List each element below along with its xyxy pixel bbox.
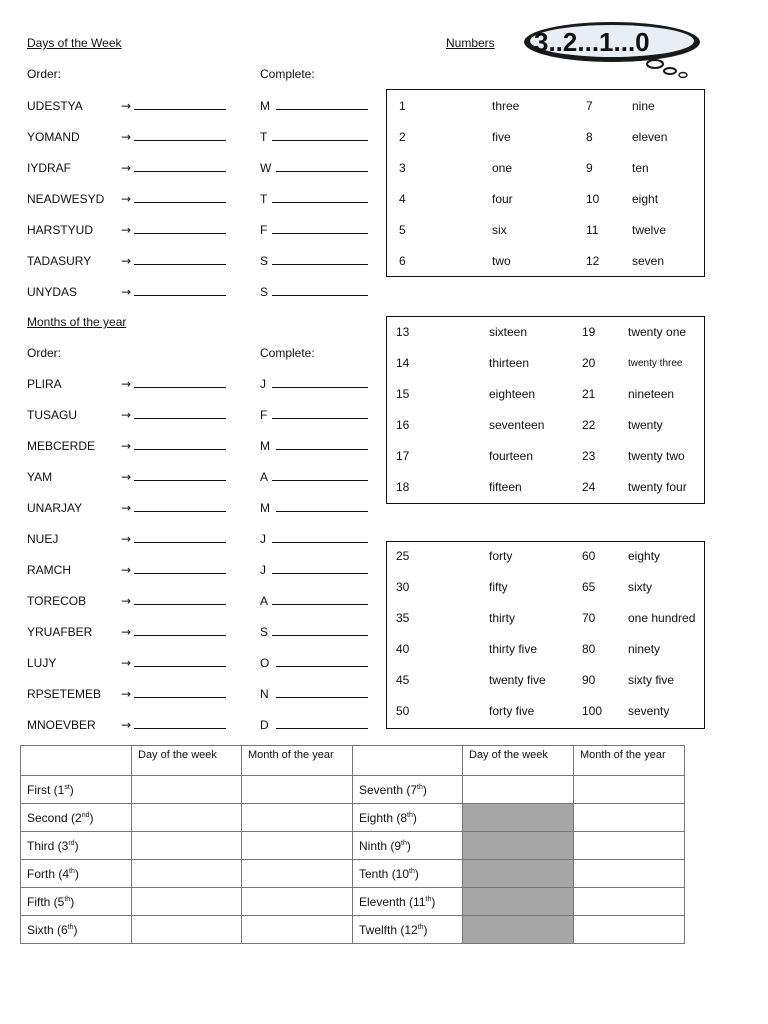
table-row: [21, 776, 685, 804]
ordinal-suffix: rd: [68, 839, 75, 847]
month-scrambled-word: YAM: [27, 470, 53, 484]
month-complete-blank[interactable]: [272, 377, 368, 388]
arrow-icon: →: [121, 687, 132, 701]
ordinal-suffix: th: [69, 867, 75, 875]
numbers-title: Numbers: [446, 36, 495, 50]
day-answer-cell[interactable]: [132, 888, 242, 916]
ordinal-label: Forth (4th): [21, 860, 132, 888]
numbers-box-2: [386, 316, 705, 504]
month-answer-blank[interactable]: [134, 470, 226, 481]
number-digit: 7: [586, 99, 593, 113]
number-word: twenty three: [628, 358, 683, 369]
number-word: five: [492, 130, 511, 144]
month-start-letter: F: [260, 408, 268, 422]
month-scrambled-word: YRUAFBER: [27, 625, 93, 639]
number-digit: 16: [396, 418, 410, 432]
ordinal-suffix: th: [67, 923, 74, 931]
number-digit: 60: [582, 549, 596, 563]
number-word: sixty five: [628, 673, 675, 687]
ordinal-label: Ninth (9th): [353, 832, 463, 860]
month-complete-blank[interactable]: [272, 563, 368, 574]
month-answer-cell[interactable]: [242, 860, 353, 888]
day-answer-blank[interactable]: [134, 192, 226, 203]
day-complete-blank[interactable]: [272, 223, 368, 234]
number-digit: 100: [582, 704, 603, 718]
table-row: [21, 888, 685, 916]
ordinal-suffix: th: [417, 783, 423, 791]
number-word: seven: [632, 254, 665, 268]
day-complete-blank[interactable]: [272, 285, 368, 296]
number-digit: 22: [582, 418, 596, 432]
number-digit: 8: [586, 130, 593, 144]
day-complete-blank[interactable]: [272, 192, 368, 203]
number-digit: 9: [586, 161, 593, 175]
number-word: twenty two: [628, 449, 685, 463]
shaded-cell: [463, 804, 574, 832]
day-answer-blank[interactable]: [134, 285, 226, 296]
month-complete-blank[interactable]: [272, 470, 368, 481]
header-empty: [21, 746, 132, 776]
month-complete-blank[interactable]: [276, 501, 368, 512]
number-digit: 5: [399, 223, 406, 237]
month-answer-blank[interactable]: [134, 687, 226, 698]
month-complete-blank[interactable]: [276, 687, 368, 698]
ordinal-label: Seventh (7th): [353, 776, 463, 804]
day-answer-cell[interactable]: [132, 832, 242, 860]
ordinal-suffix: th: [401, 839, 407, 847]
month-answer-cell[interactable]: [574, 888, 685, 916]
month-answer-cell[interactable]: [242, 888, 353, 916]
month-answer-cell[interactable]: [574, 804, 685, 832]
month-scrambled-word: UNARJAY: [27, 501, 83, 515]
number-word: eighty: [628, 549, 661, 563]
number-digit: 45: [396, 673, 410, 687]
number-digit: 2: [399, 130, 406, 144]
month-scrambled-word: NUEJ: [27, 532, 59, 546]
number-word: thirty: [489, 611, 516, 625]
arrow-icon: →: [121, 377, 132, 391]
header-empty: [353, 746, 463, 776]
header-month: Month of the year: [242, 746, 353, 776]
month-start-letter: O: [260, 656, 270, 670]
header-month: Month of the year: [574, 746, 685, 776]
day-start-letter: W: [260, 161, 272, 175]
month-complete-blank[interactable]: [276, 718, 368, 729]
number-digit: 6: [399, 254, 406, 268]
number-word: thirteen: [489, 356, 530, 370]
month-scrambled-word: PLIRA: [27, 377, 62, 391]
number-word: sixteen: [489, 325, 528, 339]
month-start-letter: M: [260, 501, 270, 515]
number-word: four: [492, 192, 513, 206]
month-start-letter: J: [260, 563, 266, 577]
number-digit: 14: [396, 356, 410, 370]
number-word: six: [492, 223, 507, 237]
ordinals-header-row: [21, 746, 685, 776]
month-start-letter: N: [260, 687, 269, 701]
month-answer-cell[interactable]: [242, 776, 353, 804]
days-order-label: Order:: [27, 67, 62, 81]
ordinal-suffix: th: [407, 811, 413, 819]
month-start-letter: D: [260, 718, 269, 732]
day-answer-blank[interactable]: [134, 130, 226, 141]
arrow-icon: →: [121, 285, 132, 299]
arrow-icon: →: [121, 532, 132, 546]
month-answer-blank[interactable]: [134, 501, 226, 512]
month-scrambled-word: RAMCH: [27, 563, 71, 577]
month-scrambled-word: TUSAGU: [27, 408, 78, 422]
number-word: twenty: [628, 418, 663, 432]
arrow-icon: →: [121, 161, 132, 175]
arrow-icon: →: [121, 192, 132, 206]
month-answer-blank[interactable]: [134, 594, 226, 605]
number-word: forty: [489, 549, 513, 563]
arrow-icon: →: [121, 223, 132, 237]
number-word: thirty five: [489, 642, 538, 656]
number-digit: 17: [396, 449, 410, 463]
month-answer-cell[interactable]: [574, 916, 685, 944]
number-digit: 90: [582, 673, 596, 687]
month-scrambled-word: MEBCERDE: [27, 439, 96, 453]
ordinal-label: Second (2nd): [21, 804, 132, 832]
day-scrambled-word: TADASURY: [27, 254, 92, 268]
number-word: one hundred: [628, 611, 696, 625]
numbers-box-3: [386, 541, 705, 729]
month-answer-cell[interactable]: [574, 860, 685, 888]
day-answer-cell[interactable]: [132, 804, 242, 832]
number-word: sixty: [628, 580, 652, 594]
month-answer-blank[interactable]: [134, 625, 226, 636]
day-answer-blank[interactable]: [134, 161, 226, 172]
number-word: twenty five: [489, 673, 546, 687]
day-start-letter: T: [260, 192, 268, 206]
number-digit: 18: [396, 480, 410, 494]
ordinal-suffix: nd: [81, 811, 90, 819]
arrow-icon: →: [121, 99, 132, 113]
number-word: nine: [632, 99, 655, 113]
arrow-icon: →: [121, 254, 132, 268]
month-answer-cell[interactable]: [574, 832, 685, 860]
number-word: fifty: [489, 580, 508, 594]
month-start-letter: J: [260, 377, 266, 391]
month-scrambled-word: LUJY: [27, 656, 57, 670]
number-digit: 1: [399, 99, 406, 113]
month-start-letter: A: [260, 594, 269, 608]
number-word: three: [492, 99, 520, 113]
number-word: one: [492, 161, 513, 175]
month-start-letter: M: [260, 439, 270, 453]
day-answer-cell[interactable]: [132, 916, 242, 944]
number-digit: 40: [396, 642, 410, 656]
month-answer-blank[interactable]: [134, 439, 226, 450]
shaded-cell: [463, 860, 574, 888]
header-day: Day of the week: [132, 746, 242, 776]
month-start-letter: S: [260, 625, 269, 639]
month-answer-blank[interactable]: [134, 718, 226, 729]
month-scrambled-word: TORECOB: [27, 594, 87, 608]
month-answer-blank[interactable]: [134, 408, 226, 419]
day-answer-cell[interactable]: [463, 776, 574, 804]
ordinal-label: Third (3rd): [21, 832, 132, 860]
arrow-icon: →: [121, 501, 132, 515]
ordinals-table: [20, 745, 685, 944]
number-digit: 20: [582, 356, 596, 370]
ordinal-label: First (1st): [21, 776, 132, 804]
day-scrambled-word: IYDRAF: [27, 161, 72, 175]
day-complete-blank[interactable]: [276, 161, 368, 172]
number-word: seventeen: [489, 418, 545, 432]
day-start-letter: M: [260, 99, 270, 113]
month-answer-cell[interactable]: [242, 804, 353, 832]
ordinal-label: Eleventh (11th): [353, 888, 463, 916]
day-answer-cell[interactable]: [132, 860, 242, 888]
arrow-icon: →: [121, 718, 132, 732]
day-start-letter: F: [260, 223, 268, 237]
number-digit: 19: [582, 325, 596, 339]
number-digit: 10: [586, 192, 600, 206]
shaded-cell: [463, 888, 574, 916]
table-row: [21, 916, 685, 944]
day-complete-blank[interactable]: [272, 130, 368, 141]
number-word: two: [492, 254, 511, 268]
days-complete-label: Complete:: [260, 67, 315, 81]
number-word: eighteen: [489, 387, 536, 401]
day-scrambled-word: NEADWESYD: [27, 192, 105, 206]
month-answer-blank[interactable]: [134, 656, 226, 667]
number-word: eleven: [632, 130, 668, 144]
arrow-icon: →: [121, 625, 132, 639]
ordinal-suffix: th: [425, 895, 432, 903]
number-word: nineteen: [628, 387, 675, 401]
number-digit: 50: [396, 704, 410, 718]
countdown-logo: [520, 20, 710, 80]
month-answer-blank[interactable]: [134, 377, 226, 388]
day-complete-blank[interactable]: [272, 254, 368, 265]
table-row: [21, 860, 685, 888]
table-row: [21, 804, 685, 832]
number-word: twelve: [632, 223, 667, 237]
number-word: ten: [632, 161, 649, 175]
numbers-box-1: [386, 89, 705, 277]
ordinal-label: Sixth (6th): [21, 916, 132, 944]
number-digit: 80: [582, 642, 596, 656]
month-complete-blank[interactable]: [272, 594, 368, 605]
number-digit: 65: [582, 580, 596, 594]
ordinal-suffix: st: [64, 783, 70, 791]
number-digit: 4: [399, 192, 406, 206]
months-complete-label: Complete:: [260, 346, 315, 360]
month-answer-cell[interactable]: [574, 776, 685, 804]
number-digit: 12: [586, 254, 600, 268]
day-scrambled-word: UDESTYA: [27, 99, 83, 113]
month-start-letter: A: [260, 470, 269, 484]
month-answer-blank[interactable]: [134, 532, 226, 543]
arrow-icon: →: [121, 470, 132, 484]
day-scrambled-word: HARSTYUD: [27, 223, 94, 237]
months-order-label: Order:: [27, 346, 62, 360]
arrow-icon: →: [121, 656, 132, 670]
arrow-icon: →: [121, 408, 132, 422]
day-start-letter: S: [260, 285, 269, 299]
day-start-letter: S: [260, 254, 269, 268]
number-word: forty five: [489, 704, 535, 718]
month-scrambled-word: MNOEVBER: [27, 718, 96, 732]
logo-text: 3..2...1...0: [534, 27, 650, 57]
number-word: eight: [632, 192, 659, 206]
month-answer-cell[interactable]: [242, 916, 353, 944]
ordinal-suffix: th: [417, 923, 424, 931]
number-digit: 23: [582, 449, 596, 463]
months-title: Months of the year: [27, 315, 127, 329]
number-digit: 70: [582, 611, 596, 625]
day-answer-blank[interactable]: [134, 223, 226, 234]
day-answer-blank[interactable]: [134, 99, 226, 110]
month-start-letter: J: [260, 532, 266, 546]
arrow-icon: →: [121, 563, 132, 577]
month-complete-blank[interactable]: [272, 532, 368, 543]
arrow-icon: →: [121, 439, 132, 453]
number-digit: 11: [586, 223, 599, 237]
month-answer-blank[interactable]: [134, 563, 226, 574]
month-complete-blank[interactable]: [276, 439, 368, 450]
number-word: twenty one: [628, 325, 687, 339]
number-digit: 35: [396, 611, 410, 625]
month-complete-blank[interactable]: [272, 625, 368, 636]
arrow-icon: →: [121, 130, 132, 144]
day-scrambled-word: UNYDAS: [27, 285, 78, 299]
day-answer-blank[interactable]: [134, 254, 226, 265]
month-complete-blank[interactable]: [276, 656, 368, 667]
number-digit: 3: [399, 161, 406, 175]
day-start-letter: T: [260, 130, 268, 144]
shaded-cell: [463, 832, 574, 860]
number-word: fourteen: [489, 449, 534, 463]
month-complete-blank[interactable]: [272, 408, 368, 419]
number-word: twenty four: [628, 480, 687, 494]
ordinal-label: Eighth (8th): [353, 804, 463, 832]
month-scrambled-word: RPSETEMEB: [27, 687, 102, 701]
number-digit: 15: [396, 387, 410, 401]
ordinal-suffix: th: [64, 895, 71, 903]
ordinal-label: Tenth (10th): [353, 860, 463, 888]
number-digit: 30: [396, 580, 410, 594]
month-answer-cell[interactable]: [242, 832, 353, 860]
shaded-cell: [463, 916, 574, 944]
ordinal-label: Fifth (5th): [21, 888, 132, 916]
number-digit: 24: [582, 480, 596, 494]
day-answer-cell[interactable]: [132, 776, 242, 804]
number-word: ninety: [628, 642, 661, 656]
ordinal-label: Twelfth (12th): [353, 916, 463, 944]
arrow-icon: →: [121, 594, 132, 608]
header-day: Day of the week: [463, 746, 574, 776]
day-scrambled-word: YOMAND: [27, 130, 80, 144]
day-complete-blank[interactable]: [276, 99, 368, 110]
number-digit: 25: [396, 549, 410, 563]
number-digit: 13: [396, 325, 410, 339]
number-digit: 21: [582, 387, 596, 401]
number-word: seventy: [628, 704, 670, 718]
number-word: fifteen: [489, 480, 522, 494]
ordinal-suffix: th: [409, 867, 415, 875]
table-row: [21, 832, 685, 860]
days-title: Days of the Week: [27, 36, 122, 50]
